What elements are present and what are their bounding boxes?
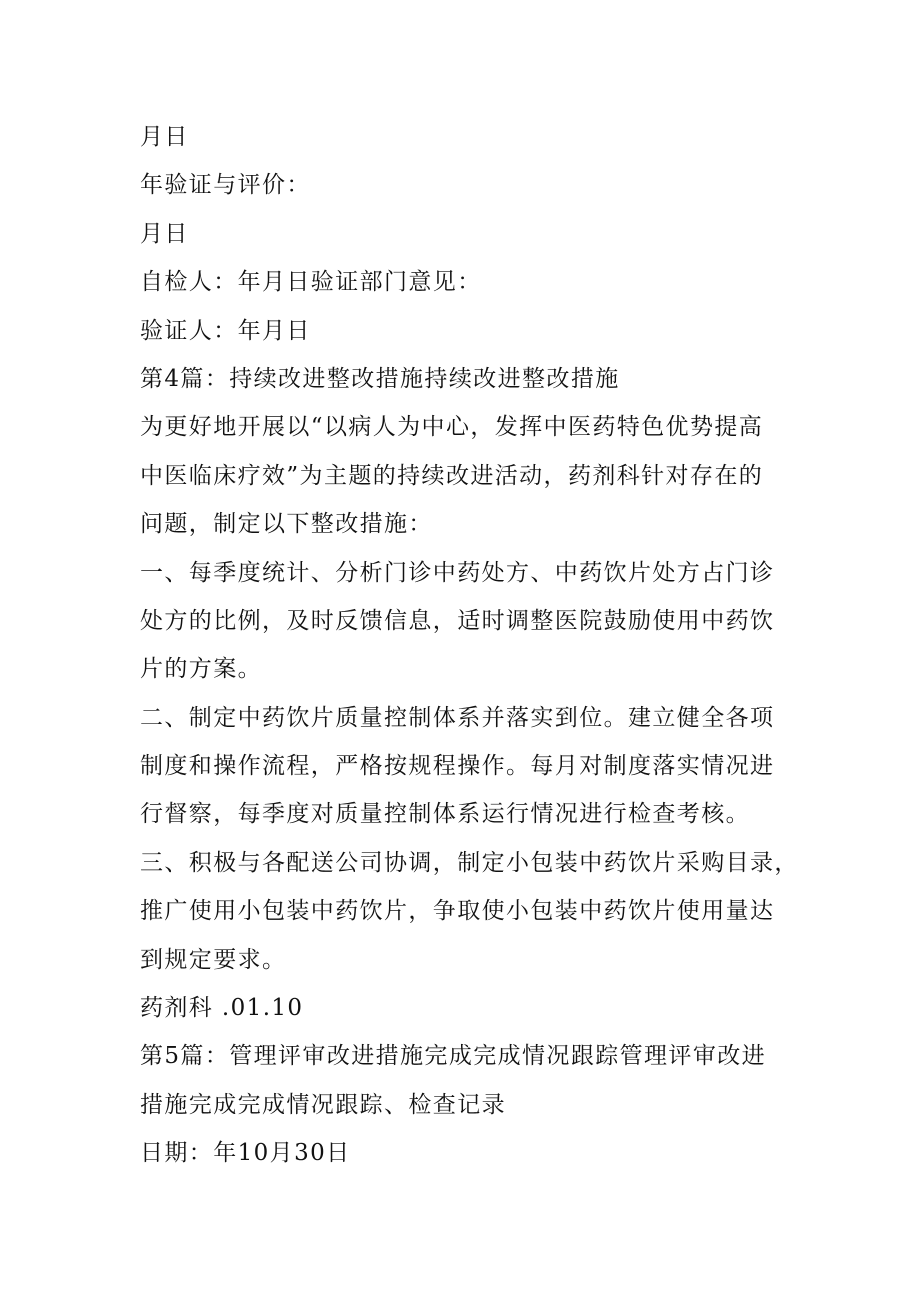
document-body [140,113,799,1178]
text-line: 推广使用小包装中药饮片，争取使小包装中药饮片使用量达 [140,898,775,925]
section-heading: 第5篇：管理评审改进措施完成完成情况跟踪管理评审改进 [140,1043,767,1070]
text-line: 月日 [140,220,189,247]
text-line: 处方的比例，及时反馈信息，适时调整医院鼓励使用中药饮 [140,607,775,634]
text-line: 验证人：年月日 [140,317,311,344]
text-line: 月日 [140,124,189,150]
date-line: 日期：年10月30日 [140,1140,351,1167]
text-line: 措施完成完成情况跟踪、检查记录 [140,1091,506,1118]
text-line: 自检人：年月日验证部门意见： [140,269,482,296]
text-line: 年验证与评价： [140,172,311,199]
signature-line: 药剂科 .01.10 [140,995,304,1022]
section-heading: 第4篇：持续改进整改措施持续改进整改措施 [140,365,620,392]
text-line: 到规定要求。 [140,946,287,973]
text-line: 中医临床疗效”为主题的持续改进活动，药剂科针对存在的 [140,462,764,489]
text-line: 三、积极与各配送公司协调，制定小包装中药饮片采购目录， [140,849,799,876]
text-line: 为更好地开展以“以病人为中心，发挥中医药特色优势提高 [140,414,764,441]
text-line: 二、制定中药饮片质量控制体系并落实到位。建立健全各项 [140,704,775,731]
text-line: 行督察，每季度对质量控制体系运行情况进行检查考核。 [140,801,750,828]
text-line: 片的方案。 [140,656,262,683]
text-line: 问题，制定以下整改措施： [140,511,433,538]
text-line: 一、每季度统计、分析门诊中药处方、中药饮片处方占门诊 [140,559,775,586]
text-line: 制度和操作流程，严格按规程操作。每月对制度落实情况进 [140,753,775,780]
